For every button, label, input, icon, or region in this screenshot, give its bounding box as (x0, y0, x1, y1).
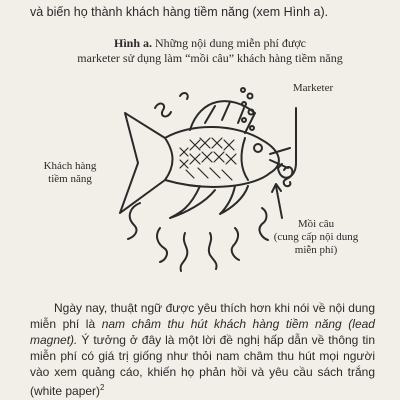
label-bait (268, 218, 364, 257)
caption-label: Hình a. (113, 36, 152, 50)
top-text-line: và biến họ thành khách hàng tiềm năng (xem Hình a). (30, 5, 329, 19)
water-swirl (157, 228, 167, 262)
label-bait-line-2: (cung cấp nội dung (273, 231, 359, 243)
body-text-italic: nam châm thu hút khách hàng tiềm năng (lead magnet). (30, 317, 375, 347)
caption-line-1 (40, 36, 380, 51)
water-swirl (209, 233, 217, 269)
caption-text-1: Những nội dung miễn phí được (155, 36, 307, 50)
label-prospect-line-1: Khách hàng (43, 160, 97, 172)
label-prospect-line-2: tiềm năng (48, 173, 92, 185)
water-swirl (155, 104, 171, 117)
footnote-marker: 2 (100, 383, 105, 392)
label-prospect (40, 160, 100, 186)
fish-pelvic-fin (170, 186, 215, 218)
body-text-b: Ý tưởng ở đây là một lời đề nghị hấp dẫn về thông tin miễn phí có giá trị giống như thỏi nam châm thu hút mọi người vào xem quảng cáo, khiến họ phản hồi và yêu cầu sách trắng (white paper) (30, 333, 375, 398)
water-swirl (128, 203, 140, 239)
figure-caption (40, 36, 380, 66)
fish-body (165, 127, 279, 187)
fish-anal-fin (220, 186, 248, 214)
fish-gill (242, 138, 248, 180)
body-text (30, 300, 375, 399)
water-swirl (180, 93, 188, 99)
water-swirl (260, 208, 268, 240)
label-bait-line-1: Mồi câu (297, 218, 335, 230)
body-paragraph (30, 300, 375, 399)
body-text-a: Ngày nay, thuật ngữ được yêu thích hơn khi nói về nội dung miễn phí là (30, 301, 375, 331)
label-marketer: Marketer (292, 82, 334, 94)
fish-eye (254, 144, 262, 152)
fish-figure (0, 68, 400, 288)
water-swirl (181, 233, 188, 271)
caption-line-2: marketer sử dụng làm “mồi câu” khách hàng tiềm năng (77, 51, 343, 65)
water-swirl (232, 228, 239, 260)
label-bait-line-3: miễn phí) (294, 244, 338, 256)
fish-tail (120, 113, 165, 213)
